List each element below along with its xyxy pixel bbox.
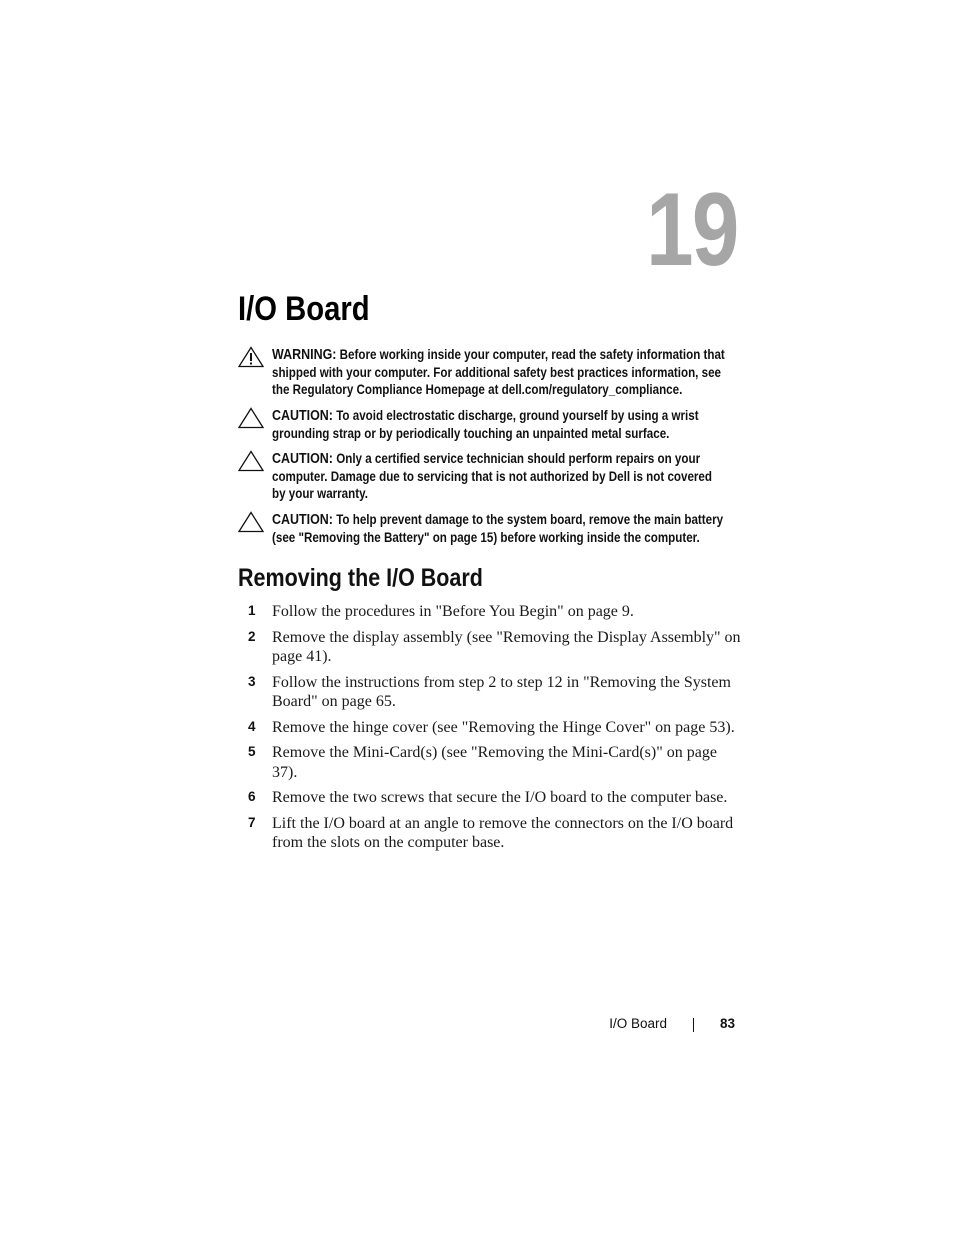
- step-number: 6: [248, 789, 256, 804]
- caution-notice: [238, 511, 738, 546]
- list-item: [248, 743, 748, 782]
- step-number: 7: [248, 814, 256, 830]
- list-item: [248, 602, 748, 622]
- notice-label: CAUTION:: [272, 408, 333, 424]
- step-text: Follow the procedures in "Before You Begin" on page 9.: [272, 603, 634, 620]
- page-footer: [0, 1016, 954, 1036]
- step-text: Lift the I/O board at an angle to remove the connectors on the I/O board from the slots on the computer base.: [272, 814, 734, 851]
- caution-triangle-icon: [238, 450, 264, 472]
- notice-label: WARNING:: [272, 347, 337, 363]
- step-text: Remove the Mini-Card(s) (see "Removing the Mini-Card(s)" on page 37).: [272, 744, 717, 781]
- list-item: [248, 673, 748, 712]
- step-text: Remove the display assembly (see "Removing the Display Assembly" on page 41).: [272, 628, 741, 665]
- step-number: 3: [248, 673, 256, 689]
- step-number: 4: [248, 718, 256, 734]
- chapter-title: I/O Board: [238, 290, 370, 328]
- page-number: 83: [720, 1016, 736, 1031]
- notice-text: Only a certified service technician should perform repairs on your computer. Damage due to servicing that is not authorized by Dell is not covered by your warranty.: [272, 451, 712, 501]
- warning-notice: [238, 346, 738, 398]
- notice-label: CAUTION:: [272, 451, 333, 467]
- caution-triangle-icon: [238, 511, 264, 533]
- list-item: [248, 628, 748, 667]
- step-text: Remove the two screws that secure the I/O board to the computer base.: [272, 789, 728, 806]
- notice-label: CAUTION:: [272, 512, 333, 528]
- step-text: Remove the hinge cover (see "Removing the Hinge Cover" on page 53).: [272, 718, 735, 736]
- procedure-steps: [248, 602, 748, 859]
- list-item: [248, 788, 748, 808]
- warning-triangle-icon: [238, 346, 264, 368]
- step-number: 2: [248, 628, 256, 644]
- chapter-number: 19: [646, 172, 738, 288]
- caution-notice: [238, 407, 738, 442]
- caution-notice: [238, 450, 738, 502]
- step-text: Follow the instructions from step 2 to step 12 in "Removing the System Board" on page 65.: [272, 673, 731, 710]
- footer-divider: [693, 1018, 694, 1032]
- list-item: [248, 814, 748, 853]
- step-number: 1: [248, 603, 256, 618]
- footer-title: I/O Board: [609, 1016, 667, 1031]
- notice-text: Before working inside your computer, read the safety information that shipped with your computer. For additional safety best practices information, see the Regulatory Compliance Homepage at dell.com/regulatory_compliance.: [272, 347, 725, 397]
- notice-text: To avoid electrostatic discharge, ground yourself by using a wrist grounding strap or by periodically touching an unpainted metal surface.: [272, 408, 699, 441]
- section-title: Removing the I/O Board: [238, 564, 483, 592]
- list-item: [248, 718, 748, 738]
- caution-triangle-icon: [238, 407, 264, 429]
- step-number: 5: [248, 744, 256, 759]
- notice-text: To help prevent damage to the system board, remove the main battery (see "Removing the Battery" on page 15) before working inside the computer.: [272, 512, 724, 545]
